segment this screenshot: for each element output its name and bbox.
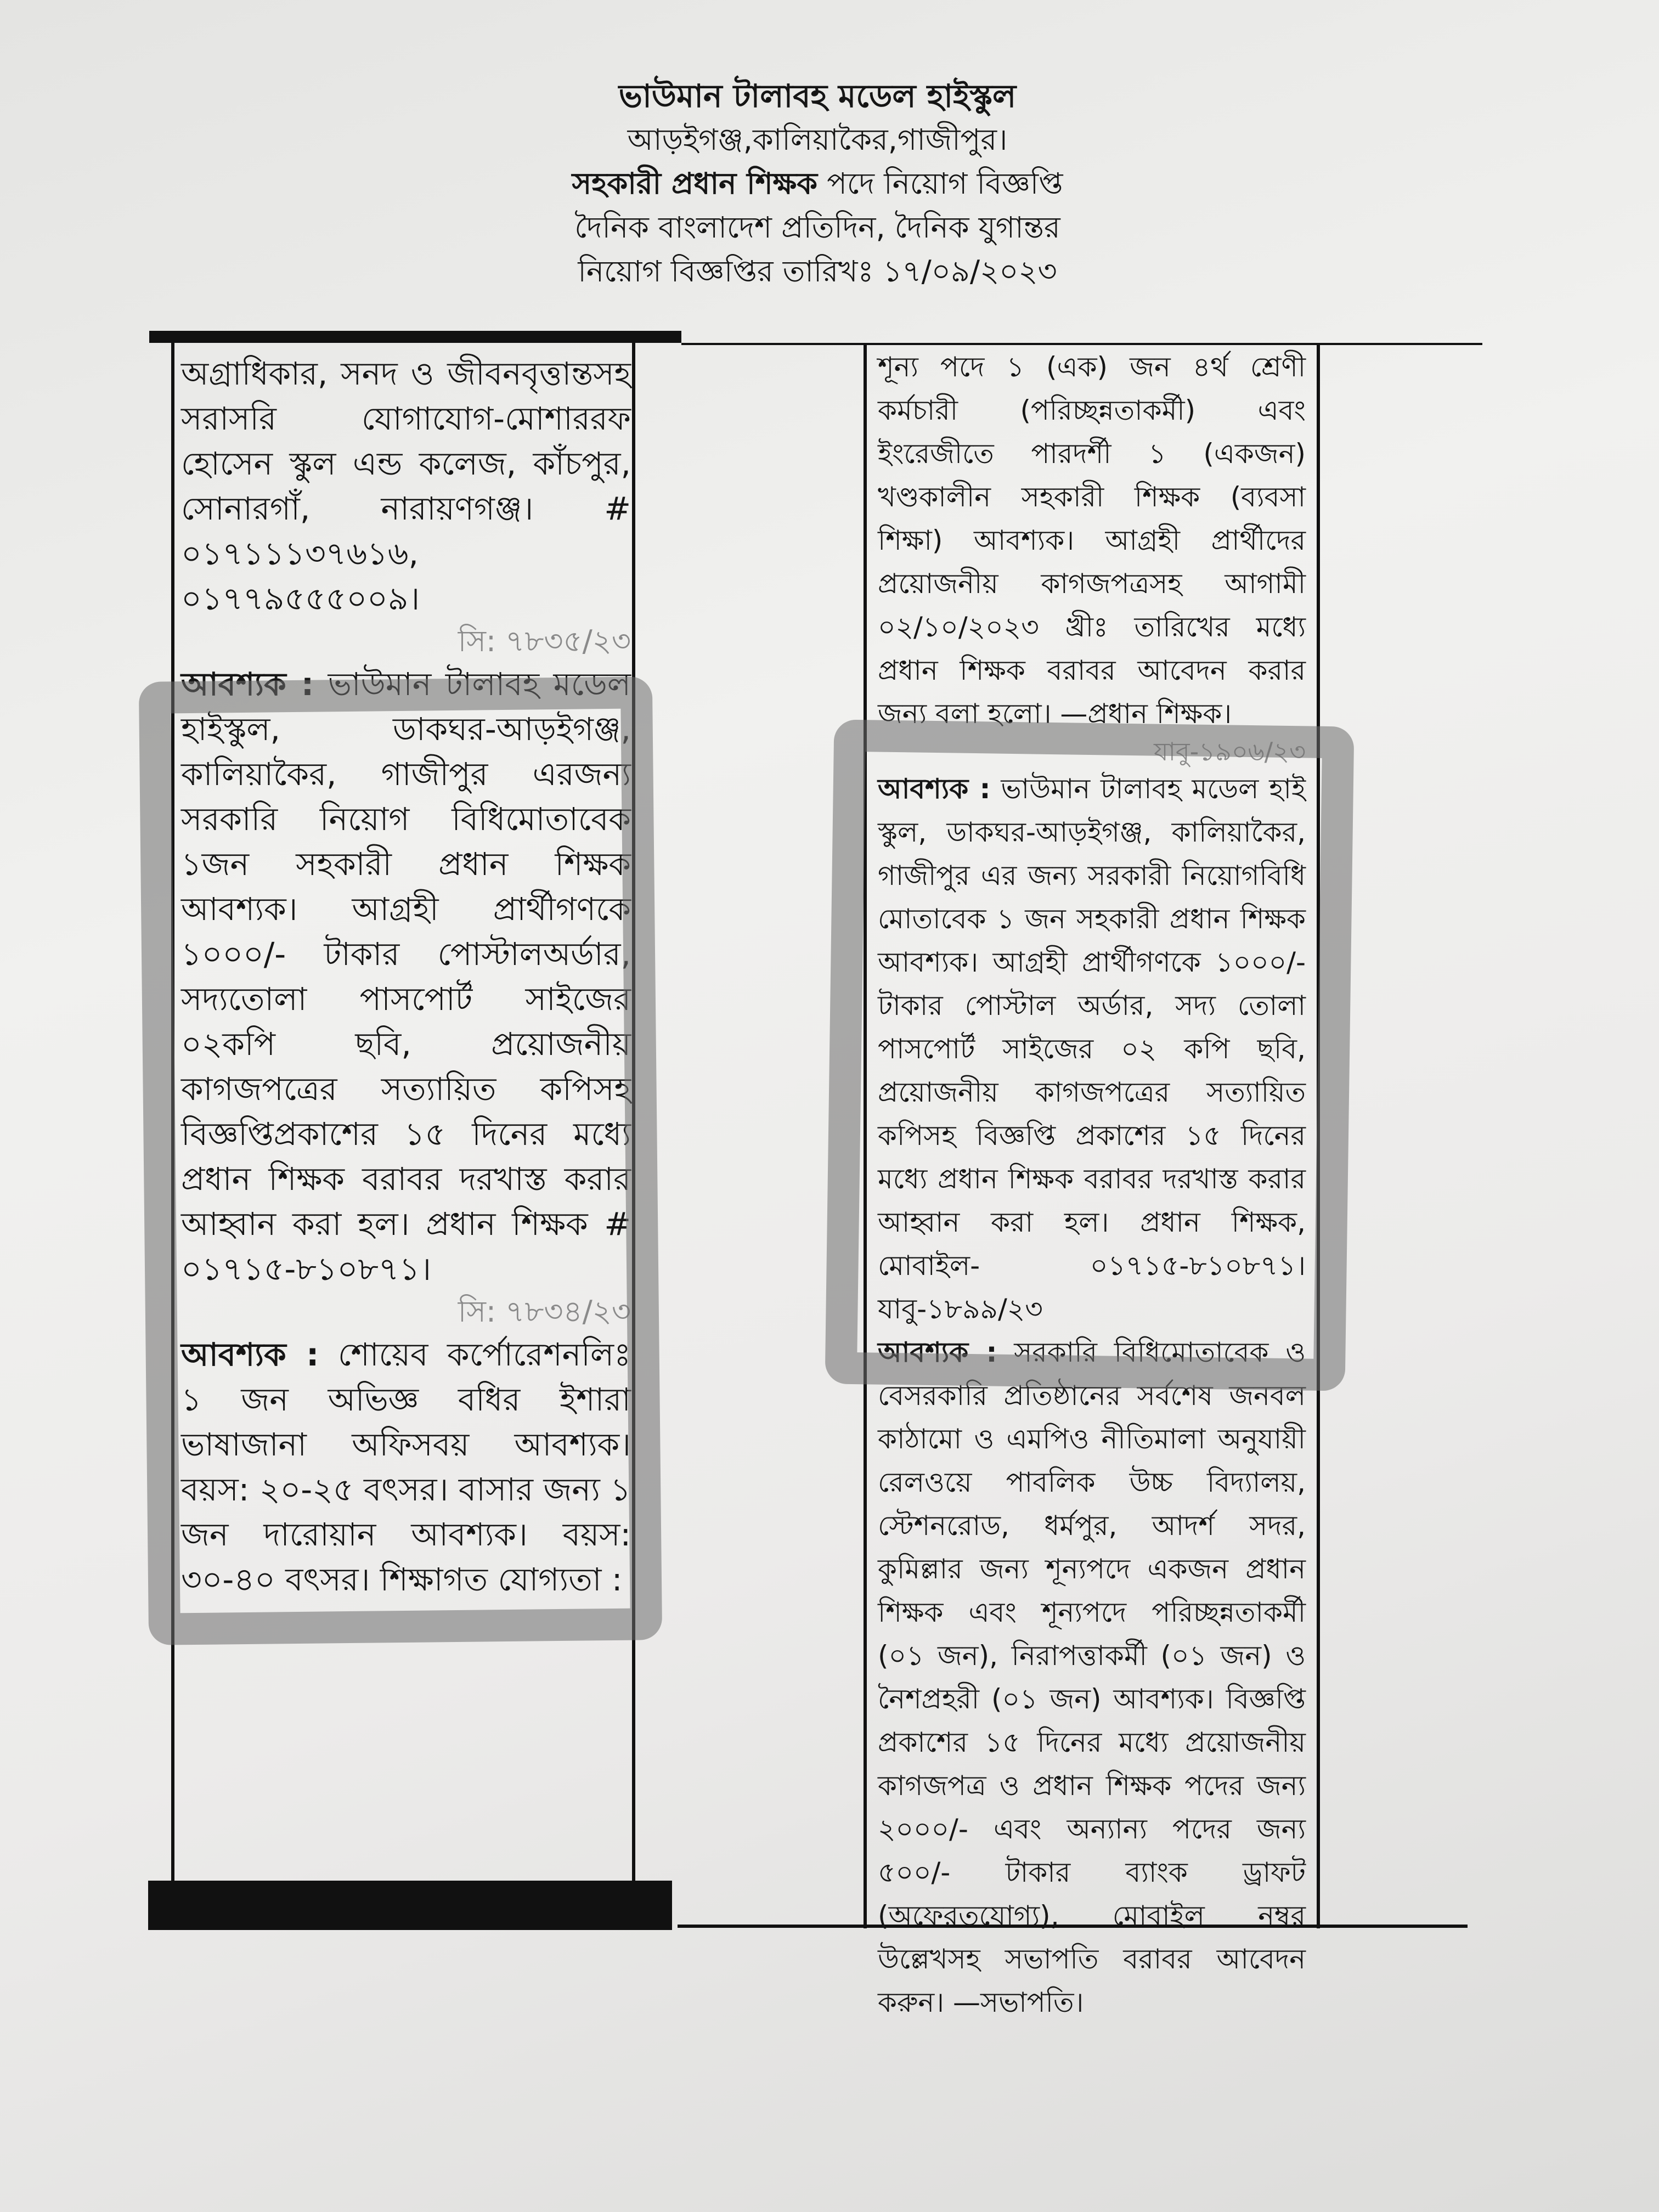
left-bottom-bar bbox=[148, 1881, 672, 1930]
right-ad-label: আবশ্যক : bbox=[878, 773, 991, 805]
post-title-rest: পদে নিয়োগ বিজ্ঞপ্তি bbox=[827, 166, 1063, 201]
newspaper-names: দৈনিক বাংলাদেশ প্রতিদিন, দৈনিক যুগান্তর bbox=[574, 210, 1060, 245]
school-address: আড়ইগঞ্জ,কালিয়াকৈর,গাজীপুর। bbox=[627, 122, 1008, 157]
right-code-1: যাবু-১৯০৬/২৩ bbox=[1154, 737, 1306, 766]
notice-header bbox=[384, 74, 1251, 294]
left-highlight-box bbox=[139, 676, 662, 1645]
school-name: ভাউমান টালাবহ মডেল হাইস্কুল bbox=[618, 77, 1017, 115]
right-ad-text: ভাউমান টালাবহ মডেল হাই স্কুল, ডাকঘর-আড়ইগঞ্জ, কালিয়াকৈর, গাজীপুর এর জন্য সরকারী নিয়োগবিধি মোতাবেক ১ জন সহকারী প্রধান শিক্ষক আবশ্যক। আগ্রহী প্রার্থীগণকে ১০০০/- টাকার পোস্টাল অর্ডার, সদ্য তোলা পাসপোর্ট সাইজের ০২ কপি ছবি, প্রয়োজনীয় কাগজপত্রের সত্যায়িত কপিসহ বিজ্ঞপ্তি প্রকাশের ১৫ দিনের মধ্যে প্রধান শিক্ষক বরাবর দরখাস্ত করার আহ্বান করা হল। প্রধান শিক্ষক, মোবাইল- ০১৭১৫-৮১০৮৭১। যাবু-১৮৯৯/২৩ bbox=[878, 773, 1306, 1325]
right-next-label: আবশ্যক : bbox=[878, 1336, 997, 1368]
post-title: সহকারী প্রধান শিক্ষক bbox=[572, 166, 818, 201]
top-rule bbox=[681, 343, 1482, 345]
right-highlight-box bbox=[825, 719, 1355, 1391]
left-top-bar bbox=[149, 331, 681, 343]
right-next-ad bbox=[878, 1331, 1306, 2024]
right-next-text: সরকারি বিধিমোতাবেক ও বেসরকারি প্রতিষ্ঠানের সর্বশেষ জনবল কাঠামো ও এমপিও নীতিমালা অনুযায়ী রেলওয়ে পাবলিক উচ্চ বিদ্যালয়, স্টেশনরোড, ধর্মপুর, আদর্শ সদর, কুমিল্লার জন্য শূন্যপদে একজন প্রধান শিক্ষক এবং শূন্যপদে পরিচ্ছন্নতাকর্মী (০১ জন), নিরাপত্তাকর্মী (০১ জন) ও নৈশপ্রহরী (০১ জন) আবশ্যক। বিজ্ঞপ্তি প্রকাশের ১৫ দিনের মধ্যে প্রয়োজনীয় কাগজপত্র ও প্রধান শিক্ষক পদের জন্য ২০০০/- এবং অন্যান্য পদের জন্য ৫০০/- টাকার ব্যাংক ড্রাফট (অফেরতযোগ্য), মোবাইল নম্বর উল্লেখসহ সভাপতি বরাবর আবেদন করুন। —সভাপতি। bbox=[878, 1336, 1306, 2018]
left-next-text: শোয়েব কর্পোরেশনলিঃ ১ জন অভিজ্ঞ বধির ইশারা ভাষাজানা অফিসবয় আবশ্যক। বয়স: ২০-২৫ বৎসর। বাসার জন্য ১ জন দারোয়ান আবশ্যক। বয়স: ৩০-৪০ বৎসর। শিক্ষাগত যোগ্যতা : bbox=[181, 1336, 631, 1598]
left-ad-label: আবশ্যক : bbox=[181, 665, 314, 703]
notice-date: নিয়োগ বিজ্ঞপ্তির তারিখঃ ১৭/০৯/২০২৩ bbox=[578, 254, 1057, 289]
post-title-line bbox=[384, 162, 1251, 206]
left-code-2: সি: ৭৮৩৪/২৩ bbox=[458, 1294, 631, 1329]
left-top-fragment: অগ্রাধিকার, সনদ ও জীবনবৃত্তান্তসহ সরাসরি যোগাযোগ-মোশাররফ হোসেন স্কুল এন্ড কলেজ, কাঁচপুর, সোনারগাঁ, নারায়ণগঞ্জ। # ০১৭১১১৩৭৬১৬, ০১৭৭৯৫৫৫০০৯। bbox=[181, 355, 631, 617]
left-ad-text: ভাউমান টালাবহ মডেল হাইস্কুল, ডাকঘর-আড়ইগঞ্জ, কালিয়াকৈর, গাজীপুর এরজন্য সরকারি নিয়োগ বিধিমোতাবেক ১জন সহকারী প্রধান শিক্ষক আবশ্যক। আগ্রহী প্রার্থীগণকে ১০০০/- টাকার পোস্টালঅর্ডার, সদ্যতোলা পাসপোর্ট সাইজের ০২কপি ছবি, প্রয়োজনীয় কাগজপত্রের সত্যায়িত কপিসহ বিজ্ঞপ্তিপ্রকাশের ১৫ দিনের মধ্যে প্রধান শিক্ষক বরাবর দরখাস্ত করার আহ্বান করা হল। প্রধান শিক্ষক # ০১৭১৫-৮১০৮৭১। bbox=[181, 665, 631, 1288]
left-code-1: সি: ৭৮৩৫/২৩ bbox=[458, 624, 631, 658]
right-top-fragment: শূন্য পদে ১ (এক) জন ৪র্থ শ্রেণী কর্মচারী (পরিচ্ছন্নতাকর্মী) এবং ইংরেজীতে পারদর্শী ১ (একজন) খণ্ডকালীন সহকারী শিক্ষক (ব্যবসা শিক্ষা) আবশ্যক। আগ্রহী প্রার্থীদের প্রয়োজনীয় কাগজপত্রসহ আগামী ০২/১০/২০২৩ খ্রীঃ তারিখের মধ্যে প্রধান শিক্ষক বরাবর আবেদন করার জন্য বলা হলো। —প্রধান শিক্ষক। bbox=[878, 351, 1306, 730]
left-next-label: আবশ্যক : bbox=[181, 1336, 319, 1373]
